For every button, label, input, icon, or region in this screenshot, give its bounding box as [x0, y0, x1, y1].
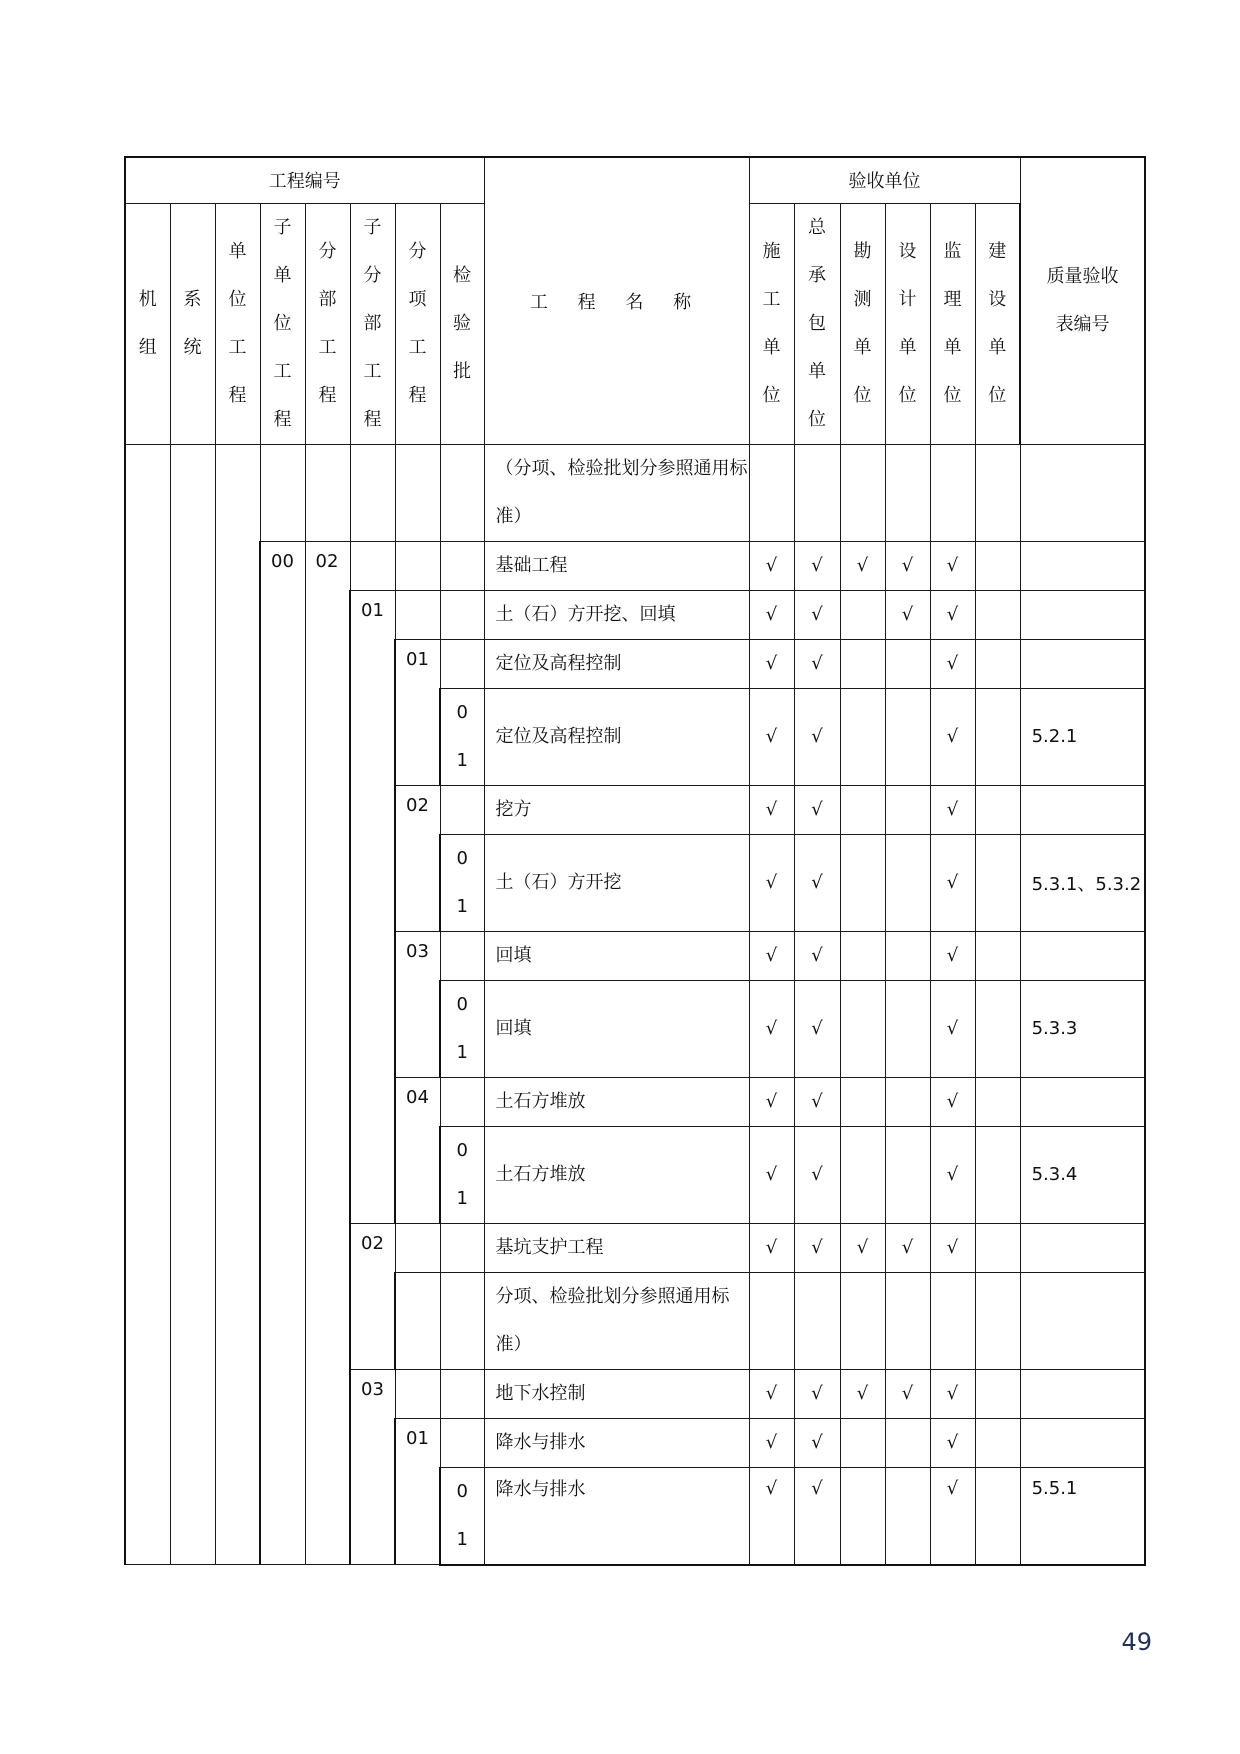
- table-row: 01 定位及高程控制 √ √ √: [125, 639, 1145, 688]
- header-group-accept: 验收单位: [749, 157, 1020, 203]
- table-row: 00 02 基础工程 √ √ √ √ √: [125, 541, 1145, 590]
- table-row: 0 1 定位及高程控制 √ √ √ 5.2.1: [125, 688, 1145, 785]
- row-name: 地下水控制: [484, 1369, 749, 1418]
- table-row: 02 基坑支护工程 √ √ √ √ √: [125, 1223, 1145, 1272]
- table-row: [125, 444, 1145, 541]
- header-system: 系 统: [170, 203, 215, 444]
- row-name: 土石方堆放: [484, 1077, 749, 1126]
- code-sub-division-02: 02: [350, 1223, 395, 1369]
- table-row: 01 降水与排水 √ √ √: [125, 1418, 1145, 1467]
- code-item-01: 01: [395, 1418, 440, 1565]
- row-name: 回填: [484, 931, 749, 980]
- code-batch: 0 1: [440, 1467, 484, 1565]
- row-name: 分项、检验批划分参照通用标准）: [484, 1272, 749, 1369]
- row-name: 土（石）方开挖: [484, 834, 749, 931]
- header-owner-unit: 建 设 单 位: [975, 203, 1020, 444]
- table-row: 01 土（石）方开挖、回填 √ √ √ √: [125, 590, 1145, 639]
- code-item-04: 04: [395, 1077, 440, 1223]
- header-item: 分 项 工 程: [395, 203, 440, 444]
- code-batch: 0 1: [440, 980, 484, 1077]
- header-design-unit: 设 计 单 位: [885, 203, 930, 444]
- cell-unit-project: [215, 444, 260, 1565]
- table-row: 04 土石方堆放 √ √ √: [125, 1077, 1145, 1126]
- row-name: 定位及高程控制: [484, 639, 749, 688]
- code-item-02: 02: [395, 785, 440, 931]
- header-division: 分 部 工 程: [305, 203, 350, 444]
- row-name: 降水与排水: [484, 1418, 749, 1467]
- header-batch: 检 验 批: [440, 203, 484, 444]
- row-name: 土石方堆放: [484, 1126, 749, 1223]
- cell-unit-group: [125, 444, 170, 1565]
- header-construction-unit: 施 工 单 位: [749, 203, 794, 444]
- header-group-code: 工程编号: [125, 157, 484, 203]
- header-sub-unit-project: 子 单 位 工 程: [260, 203, 305, 444]
- table-row: 0 1 土石方堆放 √ √ √ 5.3.4: [125, 1126, 1145, 1223]
- code-item-03: 03: [395, 931, 440, 1077]
- page-number: 49: [1121, 1628, 1152, 1656]
- table-row: 03 地下水控制 √ √ √ √ √: [125, 1369, 1145, 1418]
- header-qc: 质量验收表编号: [1020, 157, 1145, 444]
- table-row: 0 1 降水与排水 √ √ √ 5.5.1: [125, 1467, 1145, 1565]
- code-batch: 0 1: [440, 834, 484, 931]
- table-row: 0 1 回填 √ √ √ 5.3.3: [125, 980, 1145, 1077]
- row-name: 土（石）方开挖、回填: [484, 590, 749, 639]
- table-row: 02 挖方 √ √ √: [125, 785, 1145, 834]
- table-row: 03 回填 √ √ √: [125, 931, 1145, 980]
- header-unit-project: 单 位 工 程: [215, 203, 260, 444]
- row-name: 挖方: [484, 785, 749, 834]
- code-sub-unit: 00: [260, 541, 305, 1565]
- code-batch: 0 1: [440, 688, 484, 785]
- code-sub-division-03: 03: [350, 1369, 395, 1565]
- code-item-01: 01: [395, 639, 440, 785]
- acceptance-table: [124, 156, 1146, 1566]
- header-general-contractor: 总 承 包 单 位: [794, 203, 840, 444]
- header-supervision-unit: 监 理 单 位: [930, 203, 975, 444]
- row-name: （分项、检验批划分参照通用标准）: [484, 444, 749, 541]
- header-name: 工 程 名 称: [484, 157, 749, 444]
- code-division: 02: [305, 541, 350, 1565]
- row-name: 基础工程: [484, 541, 749, 590]
- row-name: 降水与排水: [484, 1467, 749, 1565]
- row-name: 回填: [484, 980, 749, 1077]
- table-row: 0 1 土（石）方开挖 √ √ √ 5.3.1、5.3.2: [125, 834, 1145, 931]
- row-name: 基坑支护工程: [484, 1223, 749, 1272]
- header-unit-group: 机 组: [125, 203, 170, 444]
- header-survey-unit: 勘 测 单 位: [840, 203, 885, 444]
- row-name: 定位及高程控制: [484, 688, 749, 785]
- cell-system: [170, 444, 215, 1565]
- header-sub-division: 子 分 部 工 程: [350, 203, 395, 444]
- code-sub-division-01: 01: [350, 590, 395, 1223]
- code-batch: 0 1: [440, 1126, 484, 1223]
